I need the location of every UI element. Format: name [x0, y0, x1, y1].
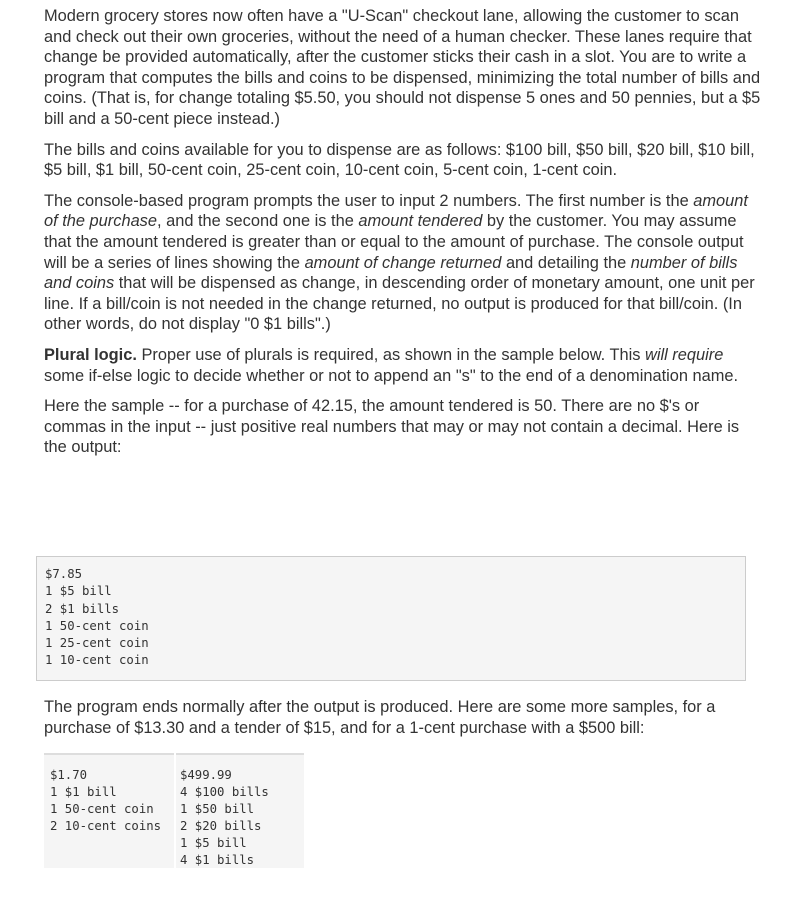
- code-line: 2 $20 bills: [180, 819, 262, 834]
- code-line: 1 $5 bill: [180, 836, 247, 851]
- plural-logic-paragraph: [44, 345, 764, 386]
- code-line: 2 10-cent coins: [50, 819, 162, 834]
- sample-output-code-block: [36, 556, 746, 681]
- sample-intro-paragraph: Here the sample -- for a purchase of 42.15, the amount tendered is 50. There are no $'s or commas in the input -- just positive real numbers that may or may not contain a decimal. Here is the output:: [44, 397, 740, 457]
- intro-paragraph: Modern grocery stores now often have a "U-Scan" checkout lane, allowing the customer to scan and check out their own groceries, without the need of a human checker. These lanes require that change be provided automatically, after the customer sticks their cash in a slot. You are to write a program that computes the bills and coins to be dispensed, minimizing the total number of bills and coins. (That is, for change totaling $5.50, you should not dispense 5 ones and 50 pennies, but a $5 bill and a 50-cent piece instead.): [44, 7, 761, 128]
- code-line: 4 $1 bills: [180, 853, 255, 868]
- code-line: 2 $1 bills: [45, 601, 120, 616]
- code-line: 1 10-cent coin: [45, 653, 149, 668]
- text-span: , and the second one is the: [157, 212, 359, 231]
- code-line: $499.99: [180, 768, 232, 782]
- code-line: 1 50-cent coin: [45, 618, 149, 633]
- code-line: 1 50-cent coin: [50, 802, 154, 817]
- bold-heading: Plural logic.: [44, 345, 137, 364]
- code-line: 1 $1 bill: [50, 785, 117, 800]
- code-line: $7.85: [45, 567, 83, 581]
- emphasis-text: amount of change returned: [304, 253, 502, 272]
- document-body: [44, 6, 764, 468]
- text-span: some if-else logic to decide whether or not to append an "s" to the end of a denomination name.: [44, 366, 739, 385]
- emphasis-text: amount of the purchase: [44, 191, 748, 231]
- sample-code-block-1: [44, 753, 174, 868]
- emphasis-text: will require: [644, 345, 724, 364]
- text-span: that will be dispensed as change, in descending order of monetary amount, one unit per line. If a bill/coin is not needed in the change returned, no output is produced for that bill/coin. (In other words, do not display "0 $1 bills".): [44, 274, 755, 334]
- emphasis-text: number of bills and coins: [44, 253, 738, 293]
- sample-code-block-2: [176, 753, 304, 868]
- code-line: 1 25-cent coin: [45, 636, 149, 651]
- text-span: The console-based program prompts the user to input 2 numbers. The first number is the: [44, 191, 694, 210]
- denominations-paragraph: The bills and coins available for you to dispense are as follows: $100 bill, $50 bill, $20 bill, $10 bill, $5 bill, $1 bill, 50-cent coin, 25-cent coin, 10-cent coin, 5-cent coin, 1-cent coin.: [44, 140, 755, 180]
- code-line: 4 $100 bills: [180, 785, 269, 800]
- text-span: and detailing the: [501, 253, 631, 272]
- more-samples-paragraph: The program ends normally after the output is produced. Here are some more samples, for a purchase of $13.30 and a tender of $15, and for a 1-cent purchase with a $500 bill:: [44, 698, 716, 737]
- emphasis-text: amount tendered: [358, 212, 483, 231]
- code-line: 1 $5 bill: [45, 584, 112, 599]
- console-program-paragraph: [44, 191, 764, 335]
- code-line: 1 $50 bill: [180, 802, 255, 817]
- text-span: by the customer. You may assume that the amount tendered is greater than or equal to the amount of purchase. The console output will be a series of lines showing the: [44, 212, 744, 272]
- code-line: $1.70: [50, 768, 88, 782]
- text-span: Proper use of plurals is required, as shown in the sample below. This: [136, 345, 645, 364]
